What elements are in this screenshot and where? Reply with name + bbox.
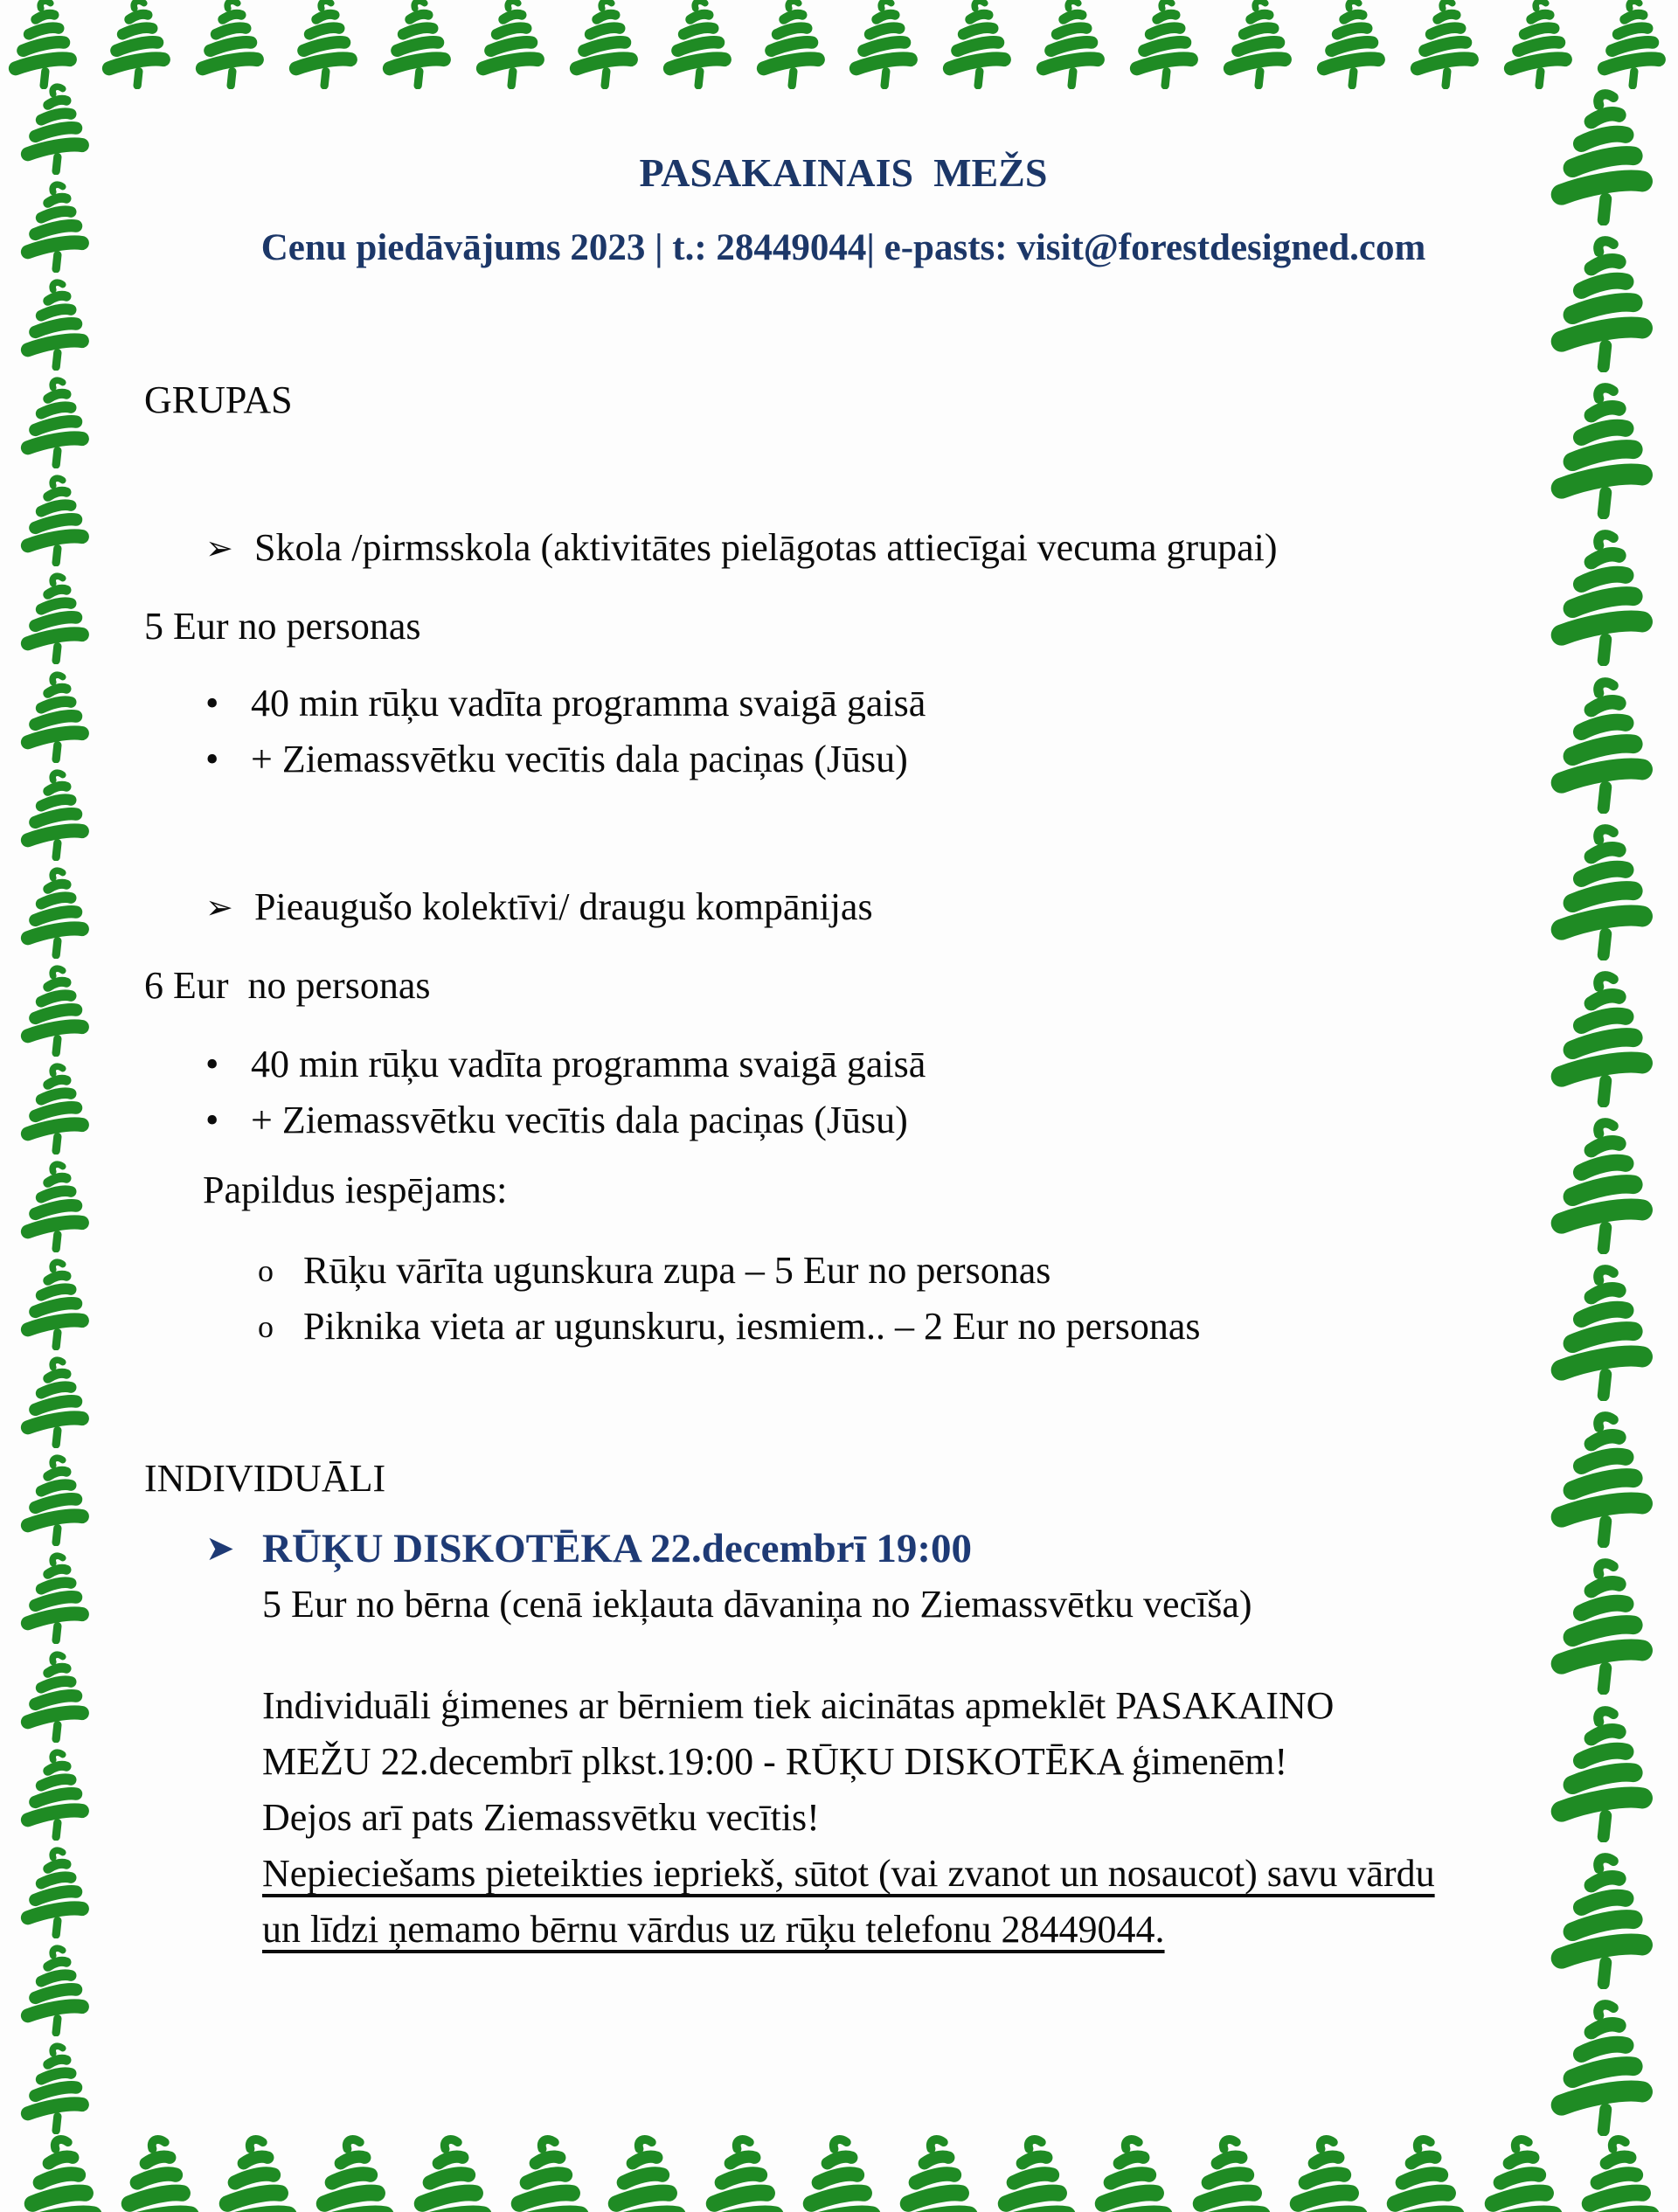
dot-bullet-icon: • [205,1099,219,1141]
christmas-tree-icon [10,180,103,273]
christmas-tree-icon [10,768,103,861]
christmas-tree-icon [10,376,103,468]
christmas-tree-icon [791,2118,887,2212]
page-title: PASAKAINAIS MEŽS [639,150,1048,195]
christmas-tree-icon [10,1062,103,1155]
papildus-heading: Papildus iespējams: [203,1168,508,1211]
group-item-label: Pieaugušo kolektīvi/ draugu kompānijas [254,885,873,928]
paragraph-line: MEŽU 22.decembrī plkst.19:00 - RŪĶU DISKOTĒKA ģimenēm! [262,1740,1288,1783]
event-price: 5 Eur no bērna (cenā iekļauta dāvaniņa no Ziemassvētku vecīša) [262,1583,1252,1626]
christmas-tree-icon [10,1846,103,1938]
tree-border-left [2,82,112,2134]
feature-text: + Ziemassvētku vecītis dala paciņas (Jūsu) [251,1099,908,1141]
paragraph-line: Individuāli ģimenes ar bērniem tiek aicinātas apmeklēt PASAKAINO [262,1684,1335,1727]
christmas-tree-icon [402,2118,498,2212]
christmas-tree-icon [10,964,103,1057]
event-title-row [144,1521,1543,1577]
section-heading-individuali: INDIVIDUĀLI [144,1457,386,1500]
christmas-tree-icon [1542,1116,1668,1254]
christmas-tree-icon [10,1160,103,1252]
dot-bullet-icon: • [205,738,219,780]
dot-bullet-icon: • [205,1043,219,1085]
christmas-tree-icon [1542,87,1668,225]
tree-border-right [1538,87,1671,2136]
christmas-tree-icon [1473,2118,1569,2212]
christmas-tree-icon [1542,1557,1668,1695]
list-item [144,1092,1543,1148]
christmas-tree-icon [10,474,103,566]
list-item [144,1299,1543,1355]
event-paragraph [144,1678,1543,1958]
feature-list-pieaugusie [144,1037,1543,1148]
dot-bullet-icon: • [205,682,219,725]
group-item-pieaugusie [144,879,1543,935]
feature-text: 40 min rūķu vadīta programma svaigā gaisā [251,1043,926,1085]
event-title: RŪĶU DISKOTĒKA 22.decembrī 19:00 [262,1526,973,1571]
christmas-tree-icon [694,2118,790,2212]
christmas-tree-icon [1542,1851,1668,1989]
group-item-label: Skola /pirmsskola (aktivitātes pielāgotas attiecīgai vecuma grupai) [254,526,1278,569]
feature-text: 40 min rūķu vadīta programma svaigā gaisā [251,682,926,725]
christmas-tree-icon [10,866,103,959]
feature-text: + Ziemassvētku vecītis dala paciņas (Jūsu) [251,738,908,780]
arrow-bullet-icon: ➢ [205,888,233,926]
list-item [144,732,1543,787]
page-subtitle: Cenu piedāvājums 2023 | t.: 28449044| e-pasts: visit@forestdesigned.com [260,227,1426,268]
christmas-tree-icon [304,2118,400,2212]
arrow-bullet-icon: ➢ [205,529,233,567]
christmas-tree-icon [1542,969,1668,1107]
christmas-tree-icon [10,1944,103,2036]
christmas-tree-icon [499,2118,595,2212]
list-item [144,1243,1543,1299]
christmas-tree-icon [10,82,103,175]
price-line-pieaugusie: 6 Eur no personas [144,964,431,1007]
christmas-tree-icon [10,1356,103,1448]
list-item [144,1037,1543,1092]
price-line-skola: 5 Eur no personas [144,605,421,648]
papildus-list [144,1243,1543,1355]
christmas-tree-icon [1542,676,1668,814]
christmas-tree-icon [1542,1998,1668,2136]
christmas-tree-icon [1542,1410,1668,1548]
christmas-tree-icon [10,278,103,371]
list-item [144,676,1543,732]
christmas-tree-icon [1083,2118,1179,2212]
document-body [144,0,1543,1958]
christmas-tree-icon [10,1748,103,1841]
circle-bullet-icon: o [258,1309,274,1344]
circle-bullet-icon: o [258,1253,274,1288]
christmas-tree-icon [596,2118,692,2212]
christmas-tree-icon [986,2118,1082,2212]
christmas-tree-icon [1542,234,1668,372]
tree-border-bottom [0,2118,1678,2212]
christmas-tree-icon [109,2118,205,2212]
group-item-skola [144,520,1543,576]
christmas-tree-icon [12,2118,108,2212]
christmas-tree-icon [10,1258,103,1350]
arrow-bullet-icon: ➤ [205,1529,235,1569]
christmas-tree-icon [1542,1263,1668,1401]
christmas-tree-icon [888,2118,984,2212]
christmas-tree-icon [1542,381,1668,519]
christmas-tree-icon [0,0,89,89]
christmas-tree-icon [10,670,103,763]
underlined-note-line: Nepieciešams pieteikties iepriekš, sūtot (vai zvanot un nosaucot) savu vārdu [262,1852,1435,1895]
underlined-note-line: un līdzi ņemamo bērnu vārdus uz rūķu telefonu 28449044. [262,1908,1165,1951]
christmas-tree-icon [1542,1704,1668,1842]
christmas-tree-icon [1542,822,1668,960]
papildus-text: Piknika vieta ar ugunskuru, iesmiem.. – 2 Eur no personas [303,1305,1201,1348]
feature-list-skola [144,676,1543,787]
papildus-text: Rūķu vārīta ugunskura zupa – 5 Eur no personas [303,1249,1051,1292]
christmas-tree-icon [10,1650,103,1743]
christmas-tree-icon [1181,2118,1277,2212]
paragraph-line: Dejos arī pats Ziemassvētku vecītis! [262,1796,820,1839]
christmas-tree-icon [1278,2118,1374,2212]
christmas-tree-icon [1542,528,1668,666]
christmas-tree-icon [1375,2118,1471,2212]
christmas-tree-icon [10,1453,103,1546]
section-heading-grupas: GRUPAS [144,378,293,421]
christmas-tree-icon [10,572,103,664]
christmas-tree-icon [1570,2118,1666,2212]
christmas-tree-icon [207,2118,303,2212]
christmas-tree-icon [1589,0,1678,89]
christmas-tree-icon [10,1551,103,1644]
